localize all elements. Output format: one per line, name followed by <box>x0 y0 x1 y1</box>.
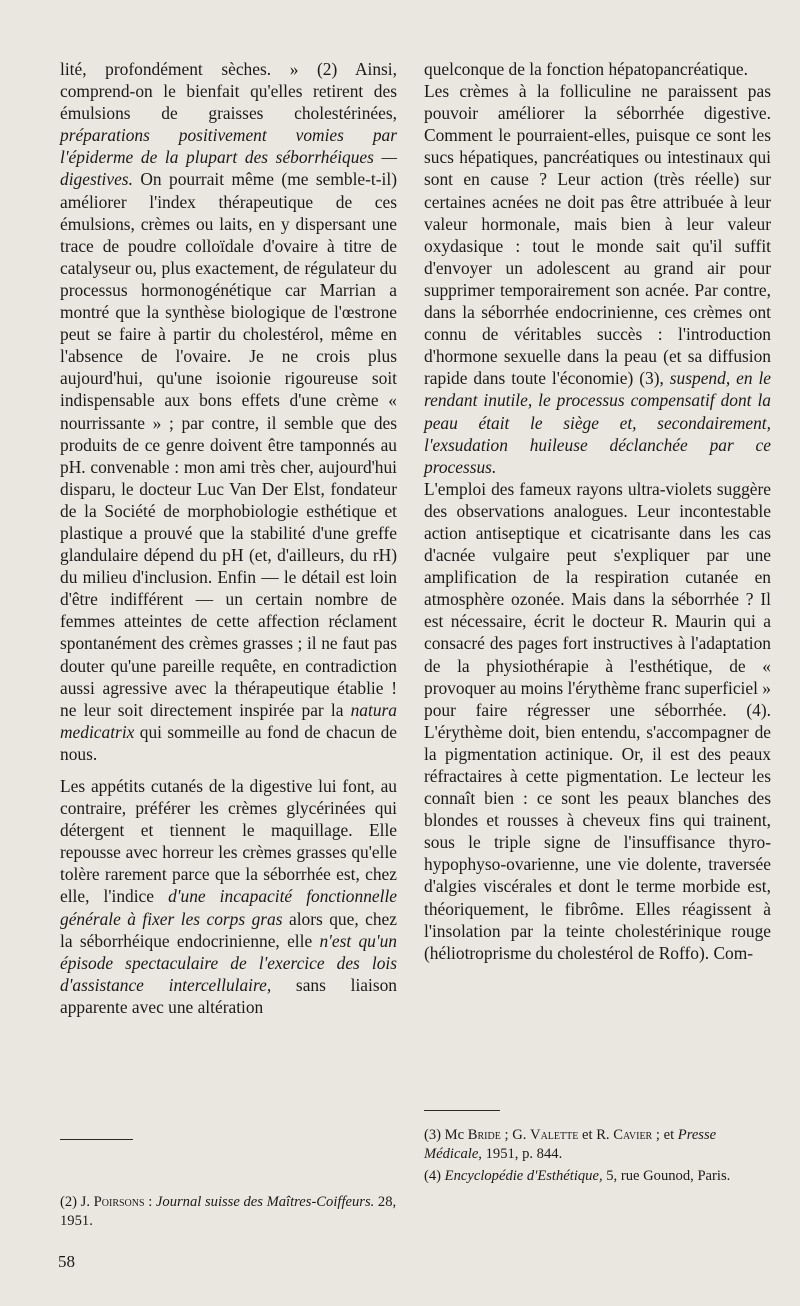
footnote-separator <box>424 1110 500 1111</box>
right-column <box>424 58 771 964</box>
right-paragraph-2 <box>424 80 771 478</box>
text-run: : <box>144 1194 156 1210</box>
page-number: 58 <box>58 1252 75 1271</box>
footnote-3 <box>424 1126 771 1163</box>
text-run: 5, rue Gounod, Paris. <box>602 1168 731 1184</box>
text-run: qui sommeille au fond de chacun de nous. <box>60 721 397 764</box>
footnote-4 <box>424 1167 771 1186</box>
right-paragraph-1: quelconque de la fonction hépatopancréatique. <box>424 59 749 79</box>
text-run: (4) <box>424 1168 445 1184</box>
footnotes-right <box>424 1126 771 1190</box>
author-name: Valette <box>530 1127 579 1143</box>
text-run: (2) J. <box>60 1194 94 1210</box>
text-run: 28, 1951. <box>60 1194 397 1229</box>
emphasis-run: n'est qu'un épisode spectaculaire de l'exercice des lois d'assistance intercellulaire, <box>60 930 397 995</box>
left-column <box>60 58 397 1028</box>
text-run: et R. <box>578 1127 614 1143</box>
emphasis-run: natura medicatrix <box>60 699 397 742</box>
left-paragraph-2 <box>60 775 397 1018</box>
author-name: Bride <box>467 1127 501 1143</box>
left-paragraph-1 <box>60 58 397 765</box>
author-name: Cavier <box>613 1127 653 1143</box>
text-run: 1951, p. 844. <box>481 1145 563 1162</box>
emphasis-run: suspend, en le rendant inutile, le processus compensatif dont la peau était le siège et, secondairement, l'exsudation huileuse déclanchée par ce processus. <box>424 368 772 477</box>
journal-title: Presse Médicale, <box>424 1127 717 1162</box>
emphasis-run: préparations positivement vomies par l'épiderme de la plupart des séborrhéiques — digestives. <box>60 125 397 190</box>
emphasis-run: d'une incapacité fonctionnelle générale à fixer les corps gras <box>60 886 397 929</box>
footnotes-left <box>60 1193 397 1234</box>
author-name: Poirsons <box>93 1194 145 1210</box>
journal-title: Encyclopédie d'Esthétique, <box>444 1168 603 1184</box>
text-run: ; et <box>652 1127 678 1143</box>
text-run: On pourrait même (me semble-t-il) améliorer l'index thérapeutique de ces émulsions, crèmes ou laits, en y dispersant une trace de poudre colloïdale d'ovaire à titre de catalyseur ou, plus exactement, de régulateur du processus hormonogénétique car Marrian a montré que la synthèse biologique de l'œstrone peut se faire à partir du cholestérol, même en l'absence de l'ovaire. Je ne crois plus aujourd'hui, qu'une isoionie rigoureuse soit indispensable aux bons effets d'une crème « nourrissante » ; par contre, il semble que des produits de ce genre doivent être tamponnés au pH. convenable : mon ami très cher, aujourd'hui disparu, le docteur Luc Van Der Elst, fondateur de la Société de morphobiologie esthétique et plastique a prouvé que la stabilité d'une greffe glandulaire dépend du pH (et, d'ailleurs, du rH) du milieu d'inclusion. Enfin — le détail est loin d'être indifférent — un certain nombre de femmes atteintes de cette affection réclament spontanément des crèmes grasses ; il ne faut pas douter qu'une pareille requête, en contradiction aussi agressive avec la thérapeutique établie ! ne leur soit directement inspirée par la <box>60 169 397 720</box>
footnote-separator <box>60 1139 133 1140</box>
text-run: lité, profondément sèches. » (2) Ainsi, comprend-on le bienfait qu'elles retirent des émulsions de graisses cholestérinées, <box>60 59 397 124</box>
footnote-2 <box>60 1193 397 1230</box>
text-run: alors que, chez la séborrhéique endocrinienne, elle <box>60 908 397 951</box>
text-run: ; G. <box>500 1127 531 1143</box>
text-run: Les appétits cutanés de la digestive lui font, au contraire, préférer les crèmes glycérinées qui détergent et tiennent le maquillage. Elle repousse avec horreur les crèmes grasses qu'elle tolère rarement parce que la séborrhée est, chez elle, l'indice <box>60 776 397 907</box>
journal-title: Journal suisse des Maîtres-Coiffeurs. <box>155 1194 375 1210</box>
text-run: (3) Mc <box>424 1127 468 1143</box>
right-paragraph-3: L'emploi des fameux rayons ultra-violets suggère des observations analogues. Leur incontestable action antiseptique et cicatrisante dans les cas d'acnée vulgaire peut s'expliquer par une amplification de la respiration cutanée en atmosphère ozonée. Mais dans la séborrhée ? Il est nécessaire, écrit le docteur R. Maurin qui a consacré des pages fort instructives à l'adaptation de la physiothérapie à l'esthétique, de « provoquer au moins l'érythème franc superficiel » pour faire régresser une séborrhée. (4). L'érythème doit, bien entendu, s'accompagner de la pigmentation actinique. Or, il est des peaux réfractaires à cette pigmentation. Le lecteur les connaît bien : ce sont les peaux blanches des blondes et rousses à cheveux fins qui trainent, sous le triple signe de l'insuffisance thyro-hypophyso-ovarienne, une vie dolente, traversée d'algies viscérales et dont le terme morbide est, théoriquement, le fibrôme. Elles réagissent à l'insolation par la teinte cholestérinique rouge (héliotroprisme du cholestérol de Roffo). Com- <box>424 478 771 963</box>
text-run: sans liaison apparente avec une altération <box>60 974 397 1017</box>
text-run: Les crèmes à la folliculine ne paraissent pas pouvoir améliorer la séborrhée digestive. Comment le pourraient-elles, puisque ce sont les sucs hépatiques, pancréatiques ou intestinaux qui sont en cause ? Leur action (très réelle) sur certaines acnées ne doit pas être attribuée à leur valeur hormonale, mais bien à leur valeur oxydasique : tout le monde sait qu'il suffit d'envoyer un adolescent au grand air pour supprimer temporairement son acnée. Par contre, dans la séborrhée endocrinienne, ces crèmes ont connu de véritables succès : l'introduction d'hormone sexuelle dans la peau (et sa diffusion rapide dans toute l'économie) (3), <box>424 81 771 389</box>
